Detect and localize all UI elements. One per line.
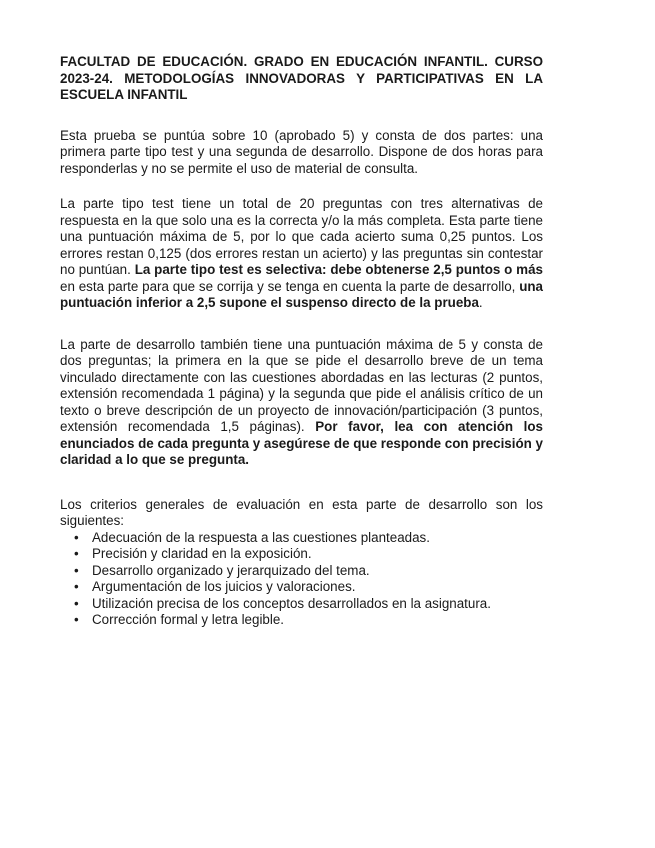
criteria-list bbox=[60, 530, 543, 629]
criterion-text: Desarrollo organizado y jerarquizado del tema. bbox=[92, 562, 370, 578]
test-selective-note: La parte tipo test es selectiva: debe obtenerse 2,5 puntos o más bbox=[134, 262, 543, 277]
criteria-intro: Los criterios generales de evaluación en esta parte de desarrollo son los siguientes: bbox=[60, 496, 543, 528]
bullet-icon: • bbox=[74, 595, 79, 611]
criterion-text: Corrección formal y letra legible. bbox=[92, 612, 285, 627]
bullet-icon: • bbox=[74, 579, 79, 594]
criterion-text: Precisión y claridad en la exposición. bbox=[92, 546, 312, 561]
test-text-3: . bbox=[478, 295, 483, 310]
test-fail-note: una puntuación inferior a 2,5 supone el suspenso directo de la prueba bbox=[60, 278, 543, 310]
list-item bbox=[60, 612, 543, 629]
document-title: FACULTAD DE EDUCACIÓN. GRADO EN EDUCACIÓN INFANTIL. CURSO 2023-24. METODOLOGÍAS INNOVADORAS Y PARTICIPATIVAS EN LA ESCUELA INFANTIL bbox=[60, 54, 543, 102]
list-item bbox=[60, 546, 543, 563]
test-section-paragraph bbox=[60, 196, 543, 312]
test-text-1: La parte tipo test tiene un total de 20 preguntas con tres alternativas de respuesta en la que solo una es la correcta y/o la más completa. Esta parte tiene una puntuación máxima de 5, por lo que cada acierto suma 0,25 puntos. Los errores restan 0,125 (dos errores restan un acierto) y las preguntas sin contestar no puntúan. bbox=[60, 196, 543, 277]
list-item bbox=[60, 530, 543, 547]
bullet-icon: • bbox=[74, 562, 79, 578]
bullet-icon: • bbox=[74, 529, 79, 545]
essay-attention-note: Por favor, lea con atención los enunciados de cada pregunta y asegúrese de que responde con precisión y claridad a lo que se pregunta. bbox=[60, 419, 543, 467]
criterion-text: Adecuación de la respuesta a las cuestiones planteadas. bbox=[92, 529, 430, 545]
criterion-text: Argumentación de los juicios y valoraciones. bbox=[92, 579, 356, 594]
bullet-icon: • bbox=[74, 612, 79, 627]
list-item bbox=[60, 563, 543, 580]
list-item bbox=[60, 596, 543, 613]
essay-text: La parte de desarrollo también tiene una puntuación máxima de 5 y consta de dos preguntas; la primera en la que se pide el desarrollo breve de un tema vinculado directamente con las cuestiones abordadas en las lecturas (2 puntos, extensión recomendada 1 página) y la segunda que pide el análisis crítico de un texto o breve descripción de un proyecto de innovación/participación (3 puntos, extensión recomendada 1,5 páginas). bbox=[60, 336, 543, 434]
essay-section-paragraph bbox=[60, 337, 543, 469]
bullet-icon: • bbox=[74, 546, 79, 561]
criterion-text: Utilización precisa de los conceptos desarrollados en la asignatura. bbox=[92, 595, 491, 611]
intro-paragraph: Esta prueba se puntúa sobre 10 (aprobado 5) y consta de dos partes: una primera parte tipo test y una segunda de desarrollo. Dispone de dos horas para responderlas y no se permite el uso de material de consulta. bbox=[60, 127, 543, 176]
list-item bbox=[60, 579, 543, 596]
document-page bbox=[60, 54, 543, 629]
test-text-2: en esta parte para que se corrija y se tenga en cuenta la parte de desarrollo, bbox=[60, 278, 520, 294]
